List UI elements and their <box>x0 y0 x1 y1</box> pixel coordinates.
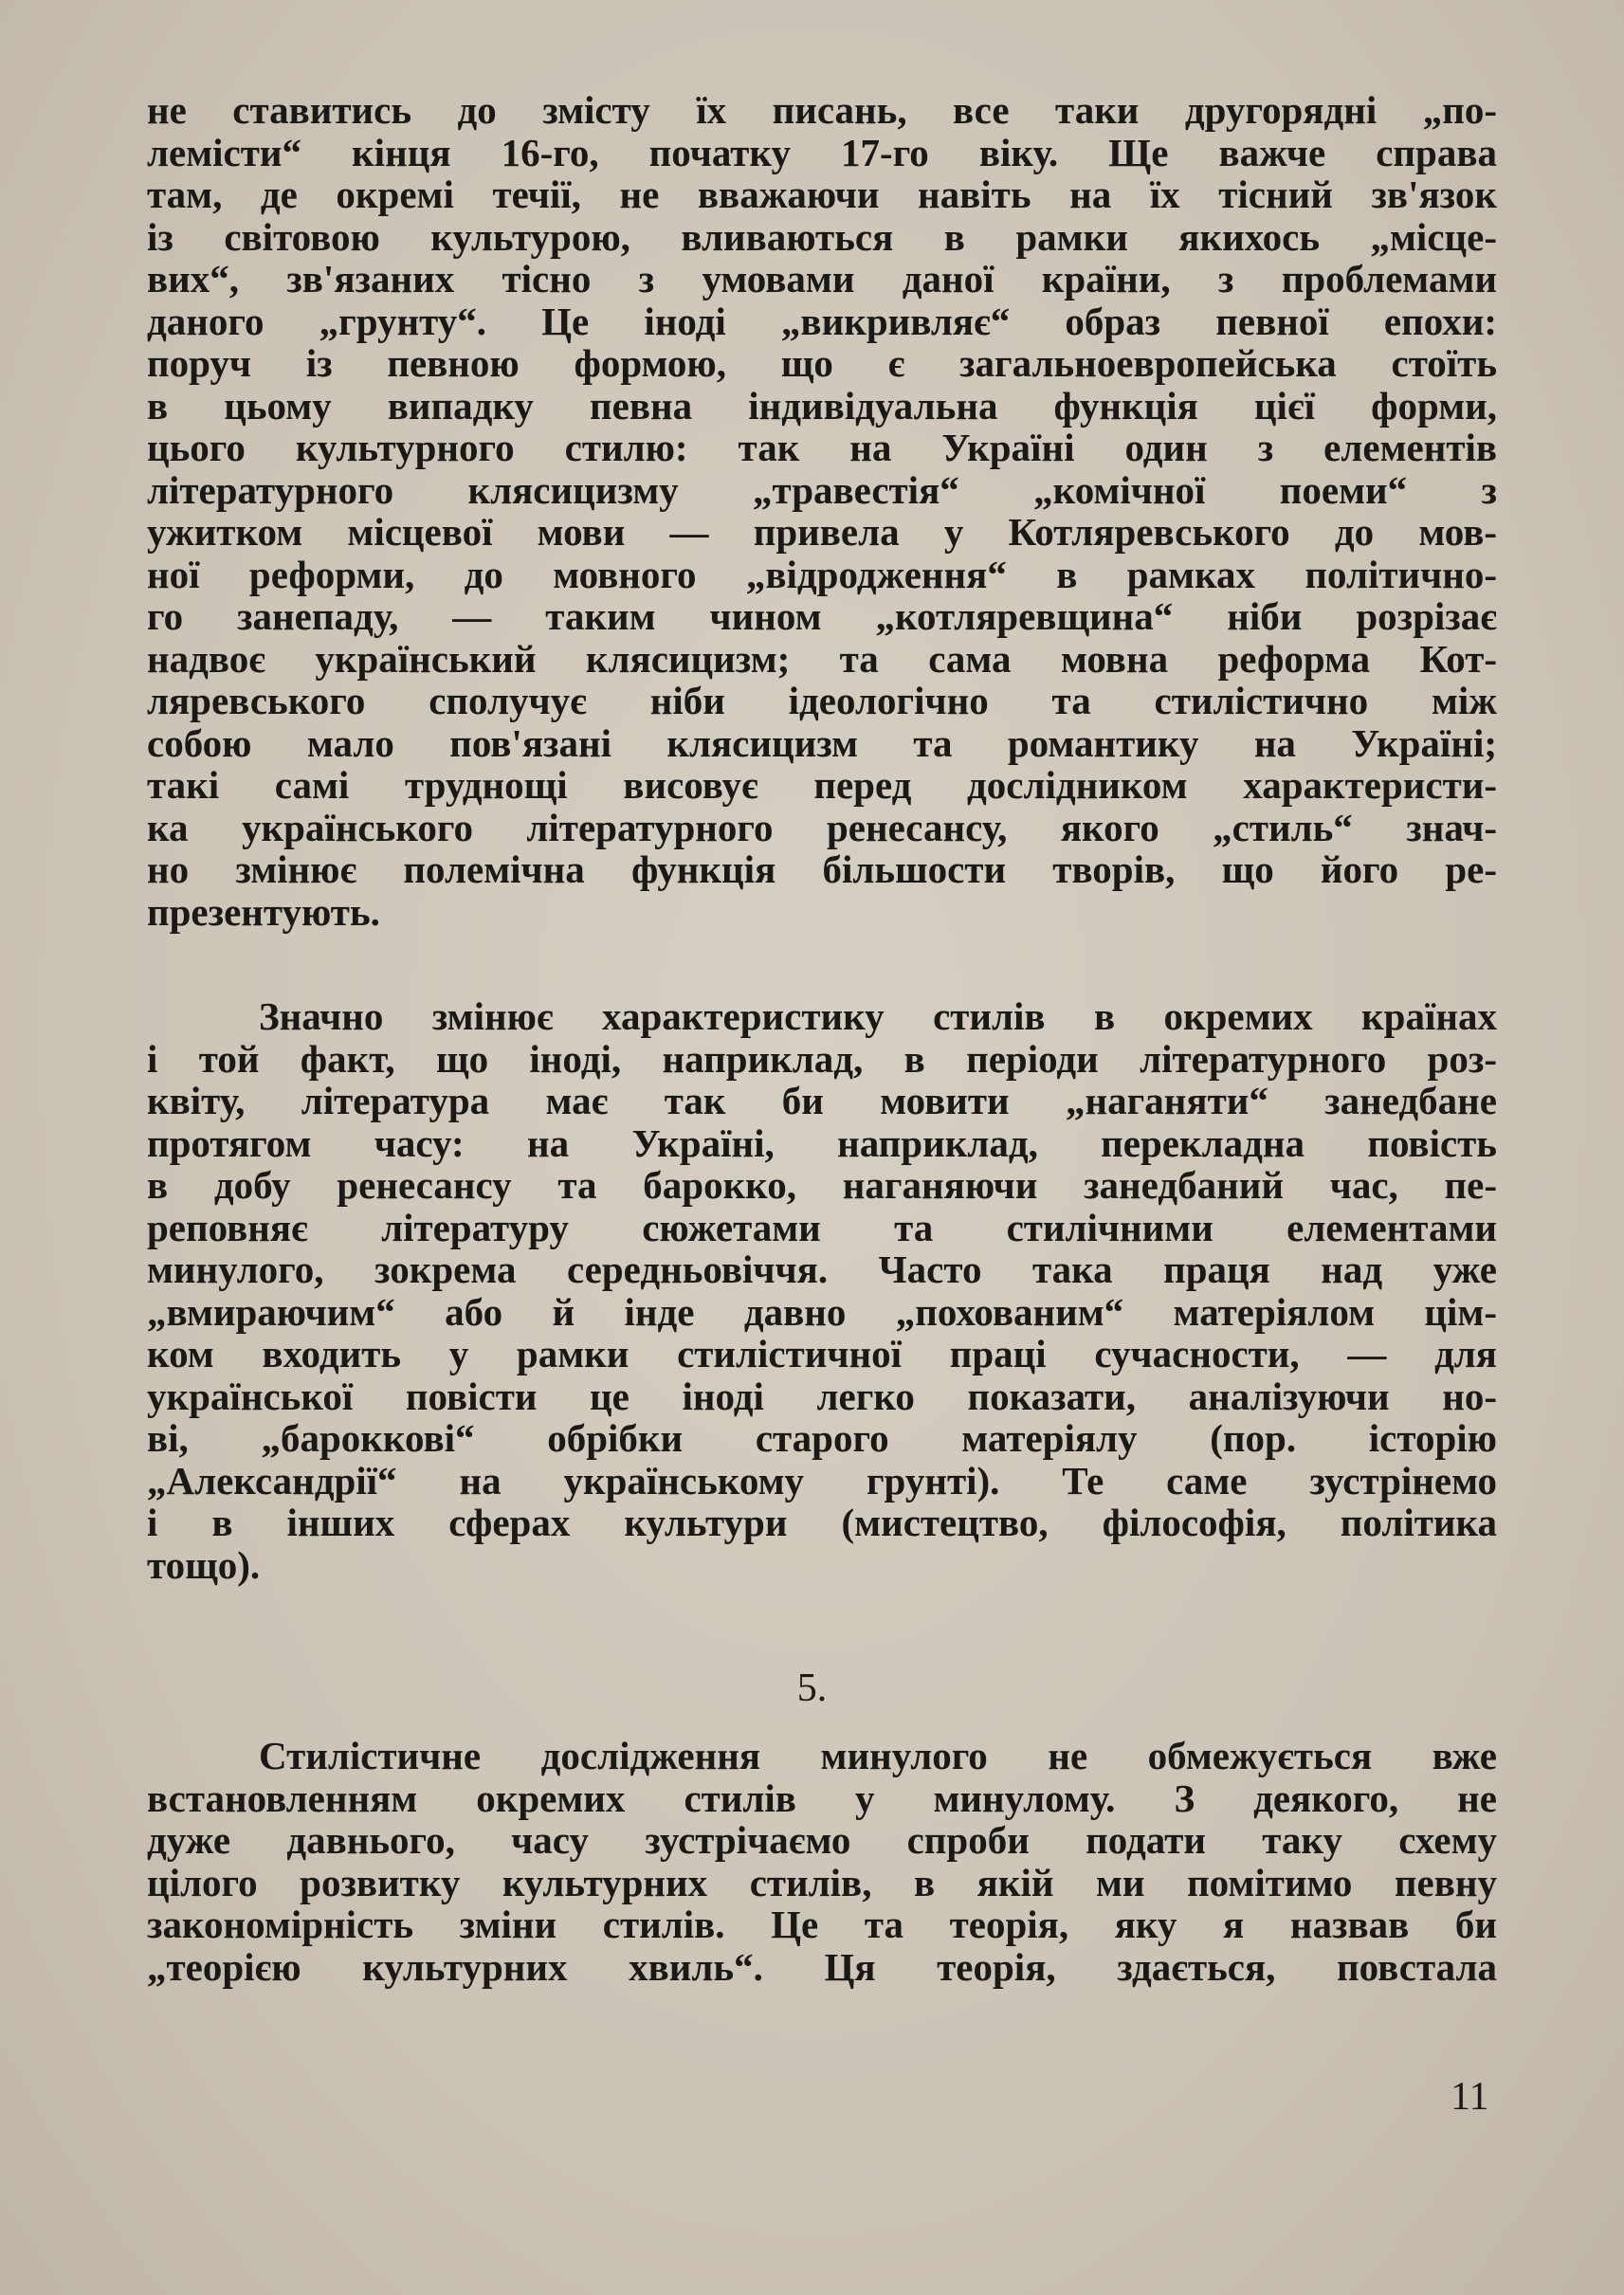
text-line: Стилістичне дослідження минулого не обмежується вже <box>259 1734 1497 1777</box>
text-line: квіту, література має так би мовити „наганяти“ занедбане <box>147 1079 1497 1122</box>
text-line: української повісти це іноді легко показати, аналізуючи но- <box>147 1374 1497 1418</box>
text-line: „теорією культурних хвиль“. Ця теорія, здається, повстала <box>147 1944 1497 1989</box>
text-line: цілого розвитку культурних стилів, в якій ми помітимо певну <box>147 1860 1497 1904</box>
text-line: ної реформи, до мовного „відродження“ в рамках політично- <box>147 552 1497 596</box>
text-line: лемісти“ кінця 16-го, початку 17-го віку. Ще важче справа <box>147 130 1497 174</box>
section-number: 5. <box>796 1667 828 1710</box>
paragraph-3 <box>147 1735 1497 1988</box>
text-line: Значно змінює характеристику стилів в окремих країнах <box>259 994 1497 1038</box>
text-line: ка українського літературного ренесансу, якого „стиль“ знач- <box>147 805 1497 849</box>
text-line: надвоє український клясицизм; та сама мовна реформа Кот- <box>147 636 1497 681</box>
text-line: закономірність зміни стилів. Це та теорія, яку я назвав би <box>147 1903 1497 1946</box>
text-line: поруч із певною формою, що є загальноевропейська стоїть <box>147 341 1497 385</box>
text-line: минулого, зокрема середньовіччя. Часто така праця над уже <box>147 1248 1497 1291</box>
text-line: го занепаду, — таким чином „котляревщина“ ніби розрізає <box>147 594 1497 638</box>
paragraph-2 <box>147 995 1497 1586</box>
text-line: но змінює полемічна функція більшости творів, що його ре- <box>147 847 1497 891</box>
text-line: протягом часу: на Україні, наприклад, перекладна повість <box>147 1120 1497 1165</box>
text-line: із світовою культурою, вливаються в рамки якихось „місце- <box>147 214 1497 259</box>
text-line: презентують. <box>147 889 380 934</box>
text-line: тощо). <box>147 1542 261 1587</box>
text-line: „вмираючим“ або й інде давно „похованим“ матеріялом цім- <box>147 1289 1497 1334</box>
text-line: ком входить у рамки стилістичної праці сучасности, — для <box>147 1332 1497 1375</box>
text-line: і той факт, що іноді, наприклад, в періоди літературного роз- <box>147 1036 1497 1081</box>
text-line: і в інших сферах культури (мистецтво, філософія, політика <box>147 1501 1497 1544</box>
text-line: „Александрії“ на українському грунті). Те саме зустрінемо <box>147 1458 1497 1503</box>
text-line: цього культурного стилю: так на Україні один з елементів <box>147 426 1497 469</box>
paragraph-1 <box>147 89 1497 933</box>
page-number: 11 <box>1451 2075 1489 2119</box>
text-line: даного „грунту“. Це іноді „викривляє“ образ певної епохи: <box>147 299 1497 343</box>
text-line: там, де окремі течії, не вважаючи навіть на їх тісний зв'язок <box>147 173 1497 216</box>
text-line: в цьому випадку певна індивідуальна функція цієї форми, <box>147 383 1497 428</box>
text-line: собою мало пов'язані клясицизм та романтику на Україні; <box>147 720 1497 765</box>
text-line: не ставитись до змісту їх писань, все таки другорядні „по- <box>147 88 1497 132</box>
text-line: вих“, зв'язаних тісно з умовами даної країни, з проблемами <box>147 257 1497 301</box>
text-line: дуже давнього, часу зустрічаємо спроби подати таку схему <box>147 1818 1497 1862</box>
text-line: такі самі труднощі висовує перед дослідником характеристи- <box>147 763 1497 807</box>
text-line: ляревського сполучує ніби ідеологічно та стилістично між <box>147 679 1497 722</box>
text-line: реповняє літературу сюжетами та стилічними елементами <box>147 1205 1497 1249</box>
text-line: літературного клясицизму „травестія“ „комічної поеми“ з <box>147 467 1497 512</box>
text-line: ужитком місцевої мови — привела у Котляревського до мов- <box>147 510 1497 554</box>
text-line: в добу ренесансу та барокко, наганяючи занедбаний час, пе- <box>147 1163 1497 1207</box>
text-line: встановленням окремих стилів у минулому. З деякого, не <box>147 1776 1497 1820</box>
text-line: ві, „бароккові“ обрібки старого матеріялу (пор. історію <box>147 1416 1497 1460</box>
